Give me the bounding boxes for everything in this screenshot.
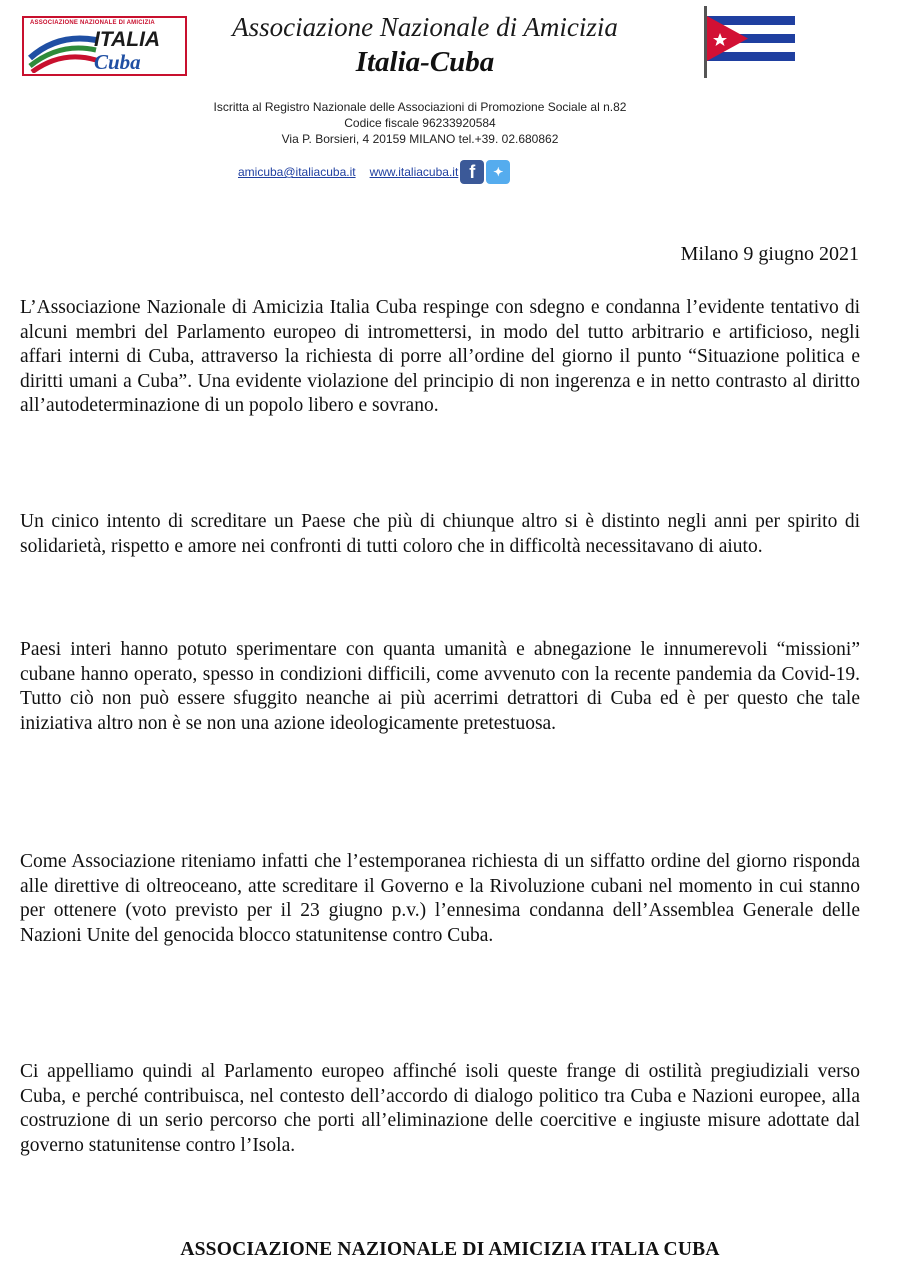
- header-title-line2: Italia-Cuba: [355, 46, 495, 78]
- footer-signature: ASSOCIAZIONE NAZIONALE DI AMICIZIA ITALIA CUBA: [180, 1239, 720, 1260]
- body-paragraph-4: Come Associazione riteniamo infatti che l’estemporanea richiesta di un siffatto ordine del giorno risponda alle direttive di oltreoceano, atte screditare il Governo e la Rivoluzione cubani nel momento in cui stanno per ottenere (voto previsto per il 23 giugno p.v.) l’ennesima condanna dell’Assemblea Generale delle Nazioni Unite del genocida blocco statunitense contro Cuba.: [20, 851, 860, 946]
- body-paragraph-5: Ci appelliamo quindi al Parlamento europeo affinché isoli queste frange di ostilità pregiudiziali verso Cuba, e perché contribuisca, nel contesto dell’accordo di dialogo politico tra Cuba e Nazioni europee, alla costruzione di un serio percorso che porti all’eliminazione delle coercitive e ingiuste misure adottate dal governo statunitense contro l’Isola.: [20, 1061, 860, 1156]
- registration-info: [140, 99, 700, 147]
- letter-date: Milano 9 giugno 2021: [680, 243, 859, 265]
- association-logo: [22, 16, 187, 76]
- body-paragraph-3: Paesi interi hanno potuto sperimentare con quanta umanità e abnegazione le innumerevoli “missioni” cubane hanno operato, spesso in condizioni difficili, come avvenuto con la recente pandemia da Covid-19. Tutto ciò non può essere sfuggito neanche ai più acerrimi detrattori di Cuba ed è per questo che tale iniziativa altro non è se non una azione ideologicamente pretestuosa.: [20, 639, 860, 734]
- tax-code-line: Codice fiscale 96233920584: [344, 116, 496, 130]
- website-link[interactable]: www.italiacuba.it: [369, 165, 459, 179]
- logo-tagline: ASSOCIAZIONE NAZIONALE DI AMICIZIA: [30, 20, 155, 26]
- body-paragraph-1: L’Associazione Nazionale di Amicizia Italia Cuba respinge con sdegno e condanna l’evidente tentativo di alcuni membri del Parlamento europeo di intromettersi, in modo del tutto arbitrario e artificioso, negli affari interni di Cuba, attraverso la richiesta di porre all’ordine del giorno il punto “Situazione politica e diritti umani a Cuba”. Una evidente violazione del principio di non ingerenza e in netto contrasto al diritto all’autodeterminazione di un popolo libero e sovrano.: [20, 297, 860, 416]
- header-title-line1: Associazione Nazionale di Amicizia: [232, 12, 618, 42]
- email-link[interactable]: amicuba@italiacuba.it: [238, 165, 356, 179]
- logo-word-italia: ITALIA: [94, 28, 161, 51]
- contact-links: [238, 160, 510, 184]
- social-icons: [460, 160, 510, 184]
- address-line: Via P. Borsieri, 4 20159 MILANO tel.+39. 02.680862: [281, 132, 559, 146]
- body-paragraph-2: Un cinico intento di screditare un Paese che più di chiunque altro si è distinto negli anni per spirito di solidarietà, rispetto e amore nei confronti di tutti coloro che in difficoltà necessitavano di aiuto.: [20, 511, 860, 557]
- twitter-icon[interactable]: ✦: [486, 160, 510, 184]
- cuban-flag-icon: [700, 6, 800, 78]
- logo-word-cuba: Cuba: [94, 50, 141, 74]
- registration-line: Iscritta al Registro Nazionale delle Associazioni di Promozione Sociale al n.82: [213, 100, 627, 114]
- logo-swoosh-icon: [28, 28, 98, 73]
- facebook-icon[interactable]: f: [460, 160, 484, 184]
